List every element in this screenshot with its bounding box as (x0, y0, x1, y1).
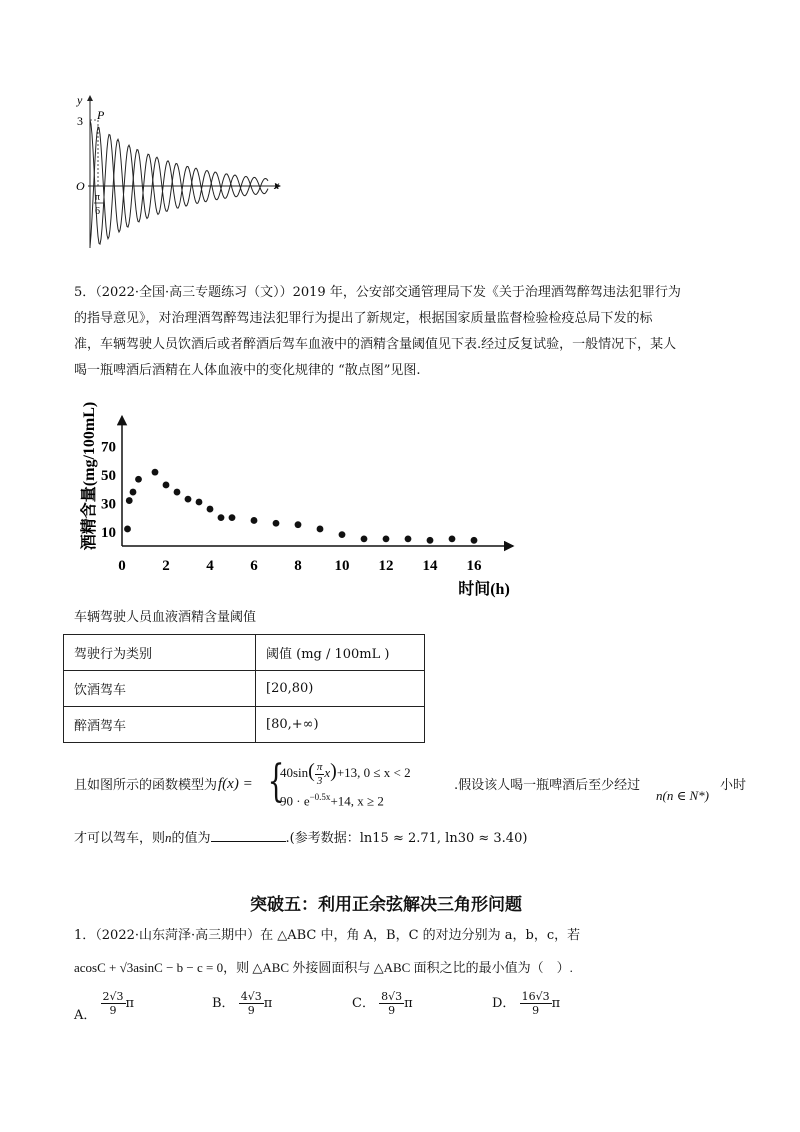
option-a-frac: $\frac{2√3}{9}$ (102, 990, 124, 1017)
chart-data-point (163, 482, 170, 489)
q1-line-2: acosC + √3asinC − b − c = 0，则 △ABC 外接圆面积与 △ABC 面积之比的最小值为（ ）. (74, 960, 573, 975)
chart-data-point (427, 537, 434, 544)
chart-data-point (273, 520, 280, 527)
option-c-frac: $\frac{8√3}{9}$ (381, 990, 403, 1017)
alcohol-scatter-chart (74, 398, 544, 608)
chart-data-point (124, 526, 131, 533)
table-header-row (64, 635, 425, 671)
q1-options (74, 990, 734, 1030)
case1-c: +13, 0 ≤ x < 2 (336, 765, 411, 780)
q5-line-4: 喝一瓶啤酒后酒精在人体血液中的变化规律的 “散点图”见图. (74, 363, 421, 378)
table-row (64, 707, 425, 743)
case2-b: +14, x ≥ 2 (330, 793, 384, 809)
chart-data-point (229, 514, 236, 521)
graph-xtick-num: π (95, 192, 101, 203)
decaying-wave-upper (90, 120, 268, 244)
graph-point-p: P (97, 108, 105, 122)
chart-data-point (126, 497, 133, 504)
graph-y-label: y (77, 93, 83, 107)
chart-data-point (317, 526, 324, 533)
graph-x-label: x (274, 178, 280, 192)
table-header-cell: 驾驶行为类别 (64, 635, 256, 671)
chart-x-tick-label: 12 (378, 558, 394, 574)
q5-final-line (74, 824, 527, 853)
chart-x-tick-label: 16 (466, 558, 482, 574)
q5-line-2: 的指导意见》，对治理酒驾醉驾违法犯罪行为提出了新规定，根据国家质量监督检验检疫总局下发的标 (74, 311, 653, 326)
threshold-table (63, 634, 425, 743)
table-caption: 车辆驾驶人员血液酒精含量阈值 (74, 610, 257, 625)
chart-x-tick-label: 8 (294, 558, 302, 574)
chart-data-point (339, 531, 346, 538)
case2-a: 90 · e (280, 793, 310, 809)
chart-x-tick-label: 6 (250, 558, 258, 574)
model-n-expr: n(n ∈ N*) (656, 788, 709, 803)
chart-data-point (218, 514, 225, 521)
chart-data-point (130, 489, 137, 496)
table-cell: 饮酒驾车 (64, 671, 256, 707)
model-suffix: .假设该人喝一瓶啤酒后至少经过 (454, 778, 641, 793)
case1-a: 40sin (280, 765, 309, 780)
q5-text-b: 的值为 (171, 831, 211, 846)
chart-x-tick-label: 2 (162, 558, 170, 574)
model-unit: 小时 (720, 778, 747, 793)
table-cell: [80,+∞) (256, 707, 425, 743)
chart-y-tick-label: 70 (101, 439, 116, 456)
model-brace: { (267, 756, 285, 807)
chart-y-tick-label: 10 (101, 524, 116, 541)
graph-xtick-den: 6 (95, 206, 100, 217)
chart-y-axis-label: 酒精含量(mg/100mL) (81, 401, 98, 551)
chart-data-point (383, 536, 390, 543)
option-d-frac: $\frac{16√3}{9}$ (521, 990, 550, 1017)
table-cell: [20,80) (256, 671, 425, 707)
chart-data-point (361, 536, 368, 543)
case1-frac: $\frac{\pi}{3}$ (316, 760, 323, 787)
chart-data-point (196, 499, 203, 506)
chart-y-tick-label: 50 (101, 468, 116, 484)
q5-text-a: 才可以驾车，则 (74, 831, 166, 846)
chart-data-point (405, 536, 412, 543)
table-header-cell: 阈值 (mg / 100mL ) (256, 635, 425, 671)
chart-x-tick-label: 14 (422, 558, 438, 574)
chart-data-point (152, 469, 159, 476)
answer-blank[interactable] (211, 827, 286, 842)
q1-line-1: 1．（2022·山东菏泽·高三期中）在 △ABC 中，角 A，B，C 的对边分别为 a，b，c，若 (74, 928, 581, 943)
chart-x-tick-label: 10 (334, 558, 350, 574)
chart-data-point (295, 521, 302, 528)
chart-data-point (471, 537, 478, 544)
case2-exp: −0.5x (309, 792, 331, 802)
table-row (64, 671, 425, 707)
q5-line-1: 5．（2022·全国·高三专题练习（文））2019 年，公安部交通管理局下发《关于治理酒驾醉驾违法犯罪行为 (74, 285, 681, 300)
chart-data-point (251, 517, 258, 524)
chart-data-point (135, 476, 142, 483)
model-fx: f(x) = (218, 776, 253, 792)
chart-data-point (207, 506, 214, 513)
table-cell: 醉酒驾车 (64, 707, 256, 743)
option-d[interactable]: D． $\frac{16√3}{9}$ π (492, 990, 561, 1017)
damped-oscillation-graph (68, 90, 290, 255)
chart-data-point (449, 536, 456, 543)
graph-tick-3: 3 (77, 114, 83, 128)
case1-b: x (324, 765, 331, 780)
chart-y-tick-label: 30 (101, 496, 116, 513)
graph-origin-label: O (76, 179, 85, 193)
chart-data-point (174, 489, 181, 496)
section-title: 突破五：利用正余弦解决三角形问题 (250, 895, 522, 915)
q5-line-3: 准，车辆驾驶人员饮酒后或者醉酒后驾车血液中的酒精含量阈值见下表.经过反复试验，一般情况下，某人 (74, 337, 677, 352)
q5-var-n: n (165, 830, 172, 845)
chart-x-tick-label: 4 (206, 558, 214, 574)
option-b-frac: $\frac{4√3}{9}$ (240, 990, 262, 1017)
model-case-2 (280, 792, 384, 809)
chart-x-tick-label: 0 (118, 558, 126, 574)
option-c[interactable]: C． $\frac{8√3}{9}$ π (352, 990, 413, 1017)
option-b[interactable]: B． $\frac{4√3}{9}$ π (212, 990, 273, 1017)
q5-reference: .(参考数据：ln15 ≈ 2.71, ln30 ≈ 3.40) (285, 831, 528, 846)
model-prefix: 且如图所示的函数模型为 (74, 778, 218, 793)
model-case-1: 40sin( $\frac{\pi}{3}$ x)+13, 0 ≤ x < 2 (280, 760, 411, 787)
option-a[interactable]: A． $\frac{2√3}{9}$ π (74, 990, 135, 1023)
chart-data-point (185, 496, 192, 503)
chart-x-axis-label: 时间(h) (458, 581, 510, 598)
